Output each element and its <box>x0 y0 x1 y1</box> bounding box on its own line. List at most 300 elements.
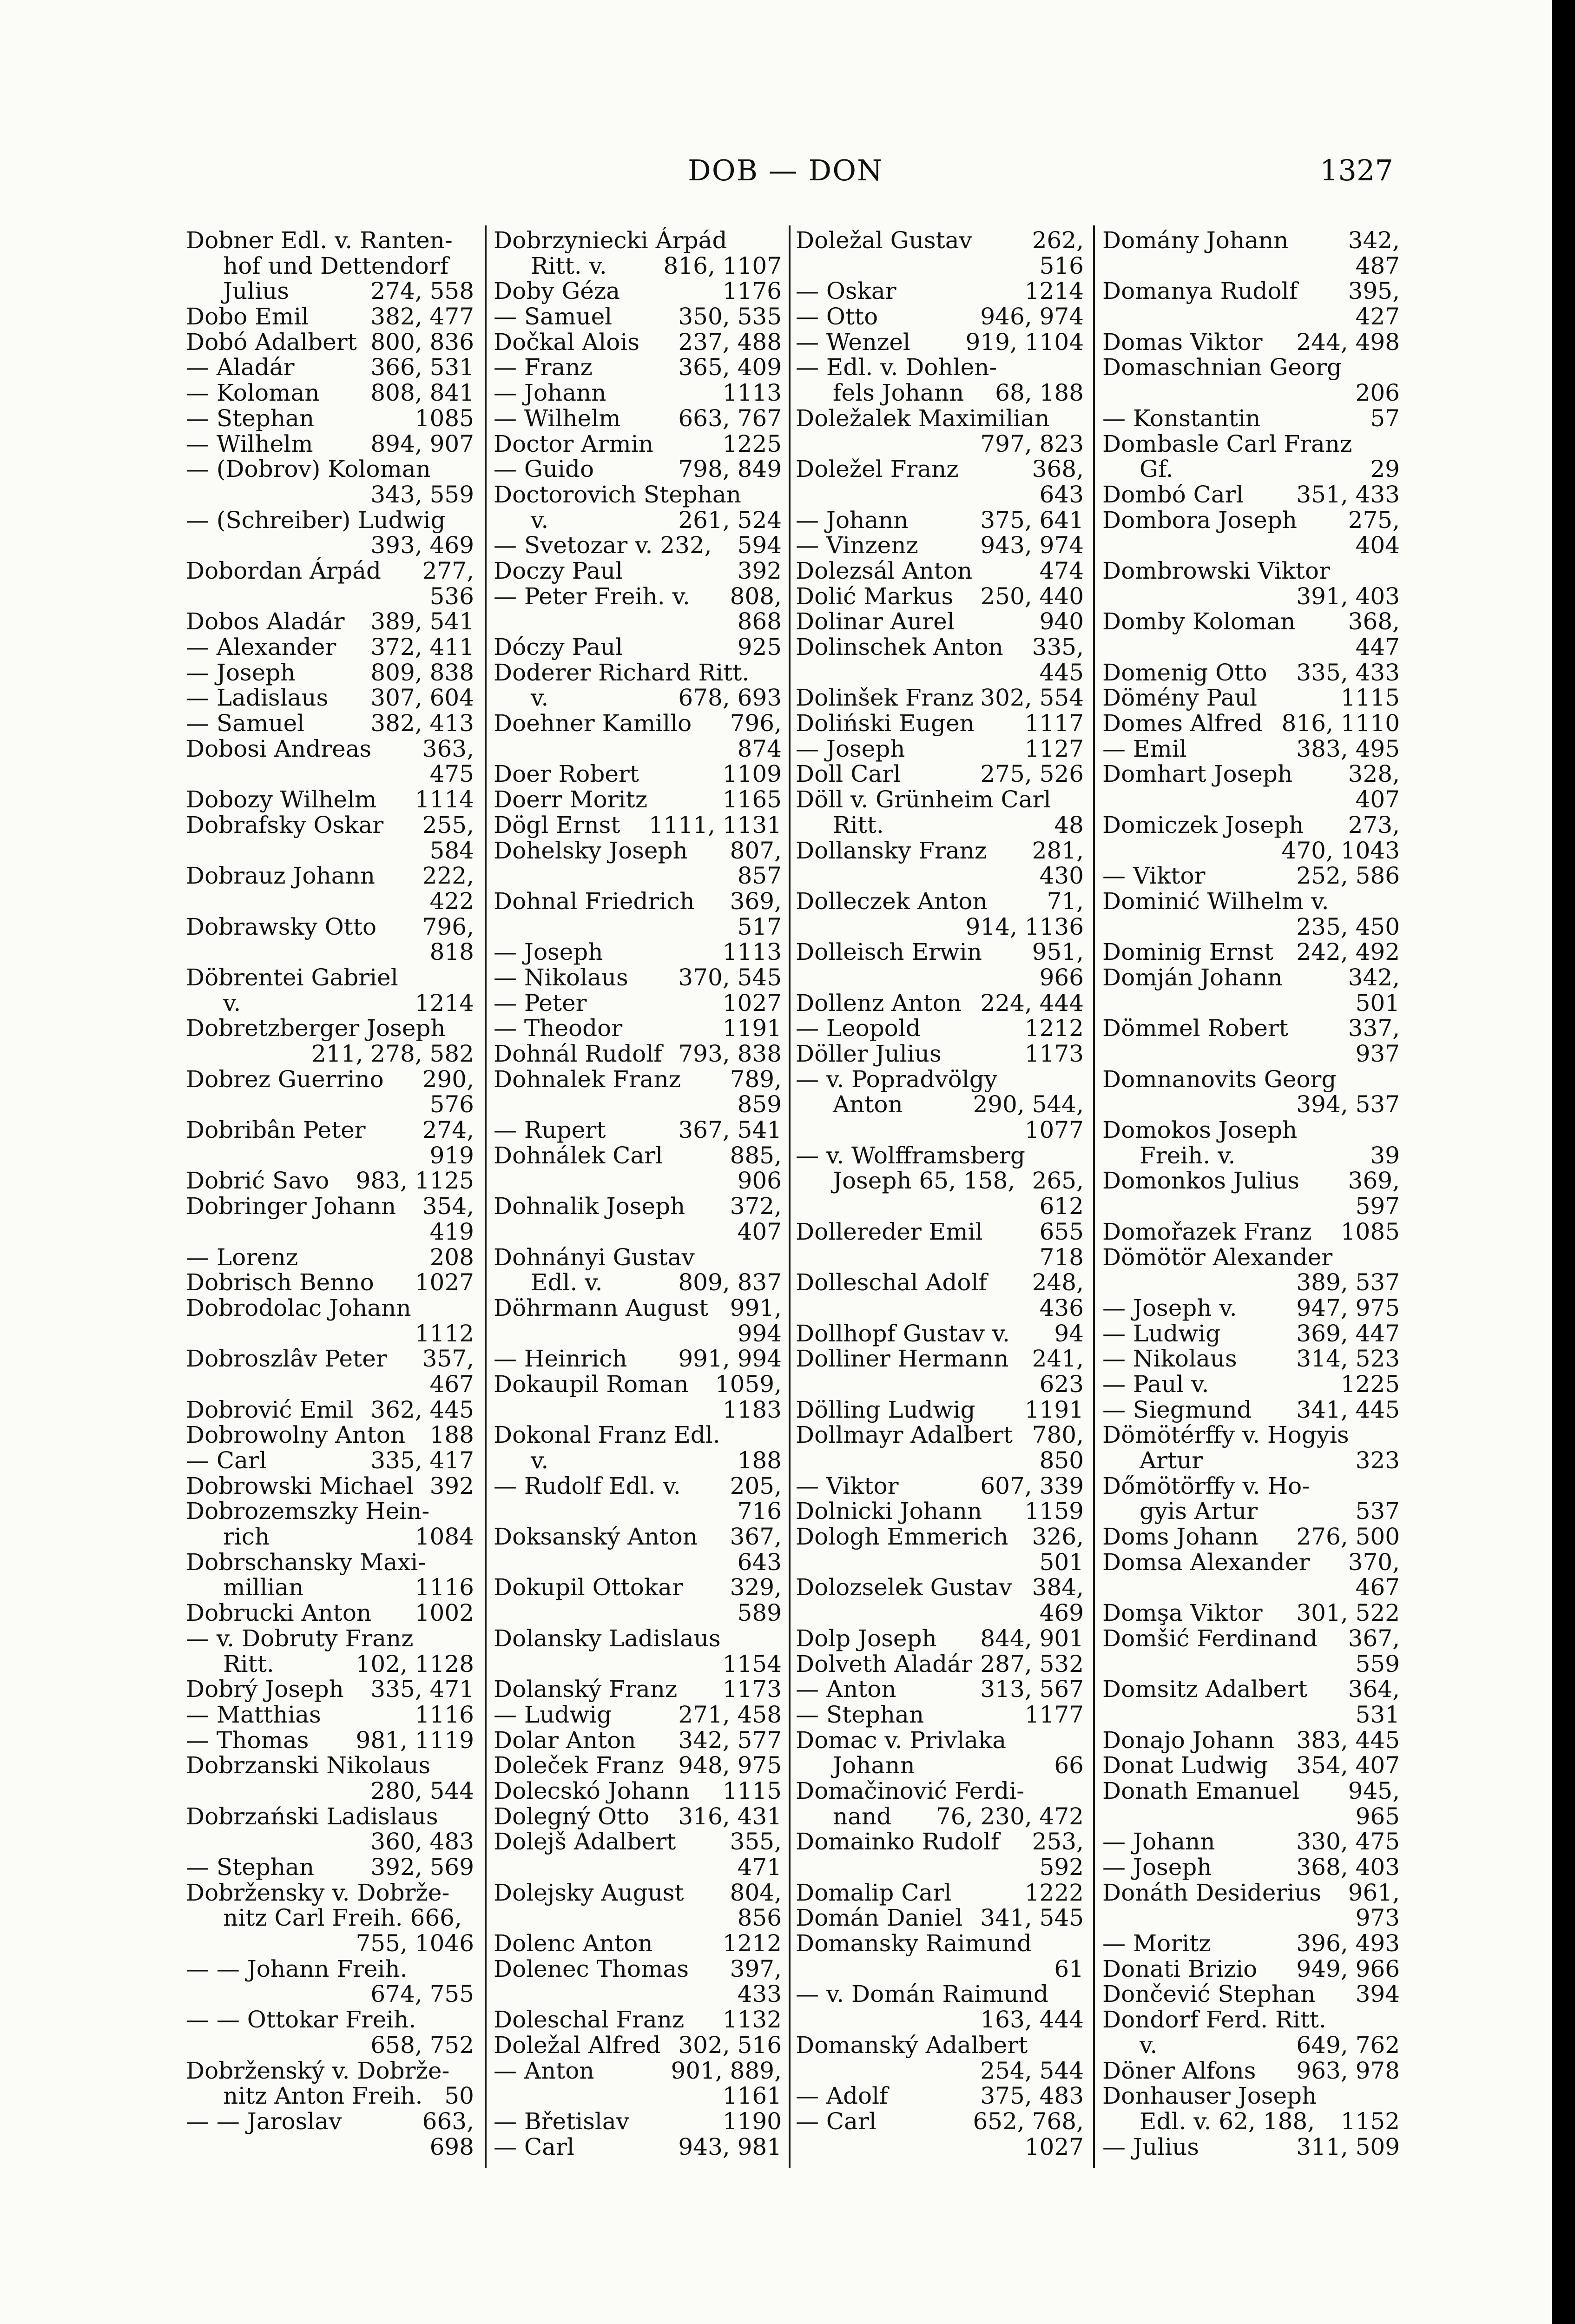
entry-pages: 357, <box>422 1345 474 1373</box>
index-line <box>186 431 474 457</box>
entry-pages: 364, <box>1348 1676 1400 1703</box>
entry-name: Dollereder Emil <box>796 1218 983 1245</box>
entry-pages: 1027 <box>415 1269 474 1296</box>
index-line <box>1102 1880 1400 1906</box>
entry-name: — (Dobrov) Koloman <box>186 456 431 483</box>
entry-pages: 311, 509 <box>1296 2133 1400 2160</box>
entry-pages: 265, <box>1032 1167 1084 1195</box>
index-line <box>1102 787 1400 812</box>
index-line <box>494 1956 782 1982</box>
entry-name: Dombasle Carl Franz <box>1102 430 1352 457</box>
entry-pages <box>448 253 474 279</box>
entry-pages: 1117 <box>1024 710 1084 737</box>
entry-pages <box>1332 1245 1400 1270</box>
entry-pages: 301, 522 <box>1296 1599 1400 1627</box>
entry-pages: 382, 477 <box>370 303 474 330</box>
entry-name: — Rupert <box>494 1116 606 1144</box>
entry-name: Domas Viktor <box>1102 328 1263 356</box>
entry-pages: 991, <box>730 1294 782 1321</box>
index-line <box>1102 990 1400 1016</box>
entry-name: nand <box>833 1802 892 1830</box>
index-line <box>1102 939 1400 965</box>
index-line <box>494 355 782 380</box>
index-line <box>186 1168 474 1194</box>
entry-pages: 816, 1107 <box>663 252 782 279</box>
entry-name: — Nikolaus <box>494 964 628 991</box>
index-line <box>186 1753 474 1778</box>
entry-name: Dolenec Thomas <box>494 1955 689 1982</box>
index-line <box>796 1753 1084 1778</box>
entry-name: — Carl <box>796 2107 876 2135</box>
entry-name: Dolleisch Erwin <box>796 938 982 966</box>
entry-pages <box>449 1880 474 1906</box>
entry-pages: 365, 409 <box>678 354 782 381</box>
index-line <box>494 609 782 634</box>
index-line <box>796 1473 1084 1499</box>
index-line <box>1102 508 1400 533</box>
entry-name: Dominig Ernst <box>1102 938 1274 966</box>
entry-pages: 487 <box>1355 252 1400 279</box>
entry-pages: 323 <box>1355 1447 1400 1474</box>
entry-name: Dobrauz Johann <box>186 862 375 890</box>
entry-pages <box>1051 787 1084 812</box>
index-line <box>796 380 1084 406</box>
entry-name: — Ludwig <box>1102 1320 1221 1347</box>
column-rule <box>789 225 791 2168</box>
entry-pages: 313, 567 <box>980 1676 1084 1703</box>
entry-pages <box>720 1422 782 1448</box>
entry-pages: 50 <box>444 2082 474 2110</box>
entry-pages: 290, <box>422 1065 474 1093</box>
index-line <box>494 330 782 355</box>
index-line <box>186 1245 474 1270</box>
entry-pages: 342, <box>1348 964 1400 991</box>
entry-pages: 368, <box>1348 608 1400 635</box>
entry-name: Dočkal Alois <box>494 328 640 356</box>
entry-pages <box>438 1804 474 1829</box>
entry-pages: 940 <box>1039 608 1084 635</box>
entry-pages <box>1024 1778 1084 1804</box>
index-line <box>494 584 782 609</box>
entry-name: — Stephan <box>186 1854 315 1881</box>
index-line <box>796 278 1084 304</box>
column-rule <box>485 225 487 2168</box>
index-line <box>494 1270 782 1295</box>
entry-pages: 469 <box>1039 1599 1084 1627</box>
entry-name: Dobrović Emil <box>186 1396 354 1423</box>
index-line <box>1102 1677 1400 1702</box>
entry-name: Donajo Johann <box>1102 1726 1275 1754</box>
entry-pages: 1115 <box>722 1777 782 1804</box>
entry-name: — Joseph <box>186 659 296 686</box>
index-line <box>796 812 1084 838</box>
entry-pages: 874 <box>737 735 782 762</box>
entry-pages: 755, 1046 <box>356 1930 474 1957</box>
index-line <box>1102 1473 1400 1499</box>
index-line <box>494 939 782 965</box>
entry-name: Donhauser Joseph <box>1102 2082 1317 2110</box>
entry-name: — Oskar <box>796 277 896 305</box>
entry-name: Dolinar Aurel <box>796 608 955 635</box>
entry-name: — Stephan <box>186 404 315 432</box>
entry-name: Edl. v. 62, 188, <box>1140 2107 1315 2135</box>
entry-name: Doležal Alfred <box>494 2031 661 2059</box>
entry-pages: 335, 433 <box>1296 659 1400 686</box>
entry-pages: 501 <box>1355 989 1400 1017</box>
index-line <box>1102 304 1400 330</box>
entry-name: — Alexander <box>186 634 336 660</box>
entry-pages: 961, <box>1348 1879 1400 1906</box>
entry-name: Domby Koloman <box>1102 608 1296 635</box>
entry-name: Dobrowski Michael <box>186 1472 414 1499</box>
entry-pages: 394 <box>1355 1981 1400 2008</box>
index-line <box>494 2033 782 2058</box>
entry-name: — Heinrich <box>494 1345 627 1373</box>
entry-name: — Emil <box>1102 735 1187 762</box>
entry-pages <box>749 660 782 686</box>
entry-name: Dohnálek Carl <box>494 1142 663 1169</box>
entry-name: Dobordan Árpád <box>186 557 381 584</box>
entry-pages: 261, 524 <box>678 506 782 534</box>
index-line <box>1102 355 1400 380</box>
entry-name: — Guido <box>494 456 594 483</box>
entry-name: — Joseph <box>796 735 905 762</box>
entry-pages: 517 <box>737 913 782 940</box>
entry-pages: 1183 <box>722 1396 782 1423</box>
index-line <box>796 1245 1084 1270</box>
index-line <box>186 1117 474 1143</box>
entry-pages: 798, 849 <box>678 456 782 483</box>
index-line <box>1102 2007 1400 2033</box>
entry-name: Donath Emanuel <box>1102 1777 1300 1804</box>
index-line <box>1102 558 1400 584</box>
entry-pages: 274, <box>422 1116 474 1144</box>
entry-name: Dobo Emil <box>186 303 309 330</box>
index-line <box>186 1600 474 1626</box>
index-line <box>186 228 474 253</box>
entry-name: — — Jaroslav <box>186 2107 342 2135</box>
entry-pages <box>741 482 782 508</box>
index-line <box>494 711 782 736</box>
entry-pages: 68, 188 <box>995 379 1084 407</box>
index-line <box>494 889 782 914</box>
index-line <box>1102 761 1400 787</box>
entry-pages: 1191 <box>722 1015 782 1042</box>
index-line <box>1102 1321 1400 1347</box>
entry-pages: 1222 <box>1024 1879 1084 1906</box>
index-line <box>796 685 1084 711</box>
entry-name: Domainko Rudolf <box>796 1828 1000 1855</box>
running-head: DOB — DON <box>688 153 883 187</box>
entry-pages <box>416 2007 474 2033</box>
entry-name: Dömény Paul <box>1102 684 1257 712</box>
entry-name: Doer Robert <box>494 760 639 788</box>
entry-pages <box>1032 1931 1084 1956</box>
entry-pages: 807, <box>730 837 782 864</box>
index-line <box>494 1473 782 1499</box>
index-line <box>494 1575 782 1600</box>
index-line <box>796 1702 1084 1728</box>
entry-name: Dobribân Peter <box>186 1116 366 1144</box>
entry-name: Dolecskó Johann <box>494 1777 690 1804</box>
index-line <box>1102 1346 1400 1372</box>
index-line <box>1102 634 1400 660</box>
entry-name: Dobrý Joseph <box>186 1676 344 1703</box>
entry-pages: 404 <box>1355 532 1400 559</box>
entry-name: Domořazek Franz <box>1102 1218 1312 1245</box>
entry-name: Domşa Viktor <box>1102 1599 1263 1627</box>
entry-pages: 501 <box>1039 1548 1084 1576</box>
entry-pages: 983, 1125 <box>356 1167 474 1195</box>
entry-pages: 211, 278, 582 <box>311 1040 474 1067</box>
entry-name: Döll v. Grünheim Carl <box>796 786 1051 813</box>
entry-pages <box>1317 2083 1400 2109</box>
entry-pages <box>431 456 474 482</box>
entry-name: Domanský Adalbert <box>796 2031 1028 2059</box>
index-line <box>494 2083 782 2109</box>
entry-pages: 1225 <box>722 430 782 457</box>
index-line <box>494 1728 782 1753</box>
entry-pages: 947, 975 <box>1296 1294 1400 1321</box>
index-line <box>1102 482 1400 508</box>
entry-name: gyis Artur <box>1140 1498 1258 1525</box>
entry-name: Dokaupil Roman <box>494 1370 689 1398</box>
entry-pages: 856 <box>737 1904 782 1932</box>
entry-pages: 392, 569 <box>370 1854 474 1881</box>
entry-name: — v. Domán Raimund <box>796 1981 1048 2008</box>
entry-name: — Anton <box>796 1676 896 1703</box>
entry-name: Doleček Franz <box>494 1752 664 1779</box>
index-line <box>494 1651 782 1677</box>
entry-name: Doležalek Maximilian <box>796 404 1050 432</box>
index-line <box>186 482 474 508</box>
entry-pages: 395, <box>1348 277 1400 305</box>
entry-pages: 816, 1110 <box>1281 710 1400 737</box>
index-line <box>186 990 474 1016</box>
entry-name: Dölling Ludwig <box>796 1396 975 1423</box>
entry-pages <box>1329 889 1400 914</box>
entry-pages: 188 <box>429 1421 474 1449</box>
index-line <box>494 1677 782 1702</box>
index-line <box>1102 1194 1400 1219</box>
entry-name: v. <box>223 989 241 1017</box>
entry-name: — Rudolf Edl. v. <box>494 1472 681 1499</box>
entry-pages: 433 <box>737 1981 782 2008</box>
entry-pages: 329, <box>730 1574 782 1601</box>
entry-name: — Anton <box>494 2057 594 2084</box>
entry-pages <box>398 965 474 990</box>
entry-name: Dolleschal Adolf <box>796 1269 988 1296</box>
entry-name: — Adolf <box>796 2082 888 2110</box>
entry-name: Dolejš Adalbert <box>494 1828 676 1855</box>
index-line <box>796 838 1084 864</box>
entry-name: Dobrucki Anton <box>186 1599 372 1627</box>
entry-name: — Carl <box>494 2133 574 2160</box>
entry-pages <box>1025 1143 1084 1169</box>
index-line <box>796 1092 1084 1117</box>
entry-pages: 1059, <box>715 1370 782 1398</box>
entry-pages: 389, 537 <box>1296 1269 1400 1296</box>
entry-pages: 205, <box>730 1472 782 1499</box>
entry-pages: 277, <box>422 557 474 584</box>
index-line <box>494 1092 782 1117</box>
index-line <box>186 1956 474 1982</box>
entry-name: Domján Johann <box>1102 964 1283 991</box>
entry-pages: 252, 586 <box>1296 862 1400 890</box>
index-line <box>494 1448 782 1473</box>
entry-pages: 1161 <box>722 2082 782 2110</box>
entry-pages: 885, <box>730 1142 782 1169</box>
index-line <box>186 1981 474 2007</box>
entry-pages: 965 <box>1355 1802 1400 1830</box>
entry-pages: 716 <box>737 1498 782 1525</box>
entry-pages: 237, 488 <box>678 328 782 356</box>
entry-name: Dolezsál Anton <box>796 557 973 584</box>
entry-pages: 430 <box>1039 862 1084 890</box>
index-line <box>796 228 1084 253</box>
index-line <box>796 2109 1084 2134</box>
entry-name: Dobrez Guerrino <box>186 1065 384 1093</box>
entry-pages: 981, 1119 <box>356 1726 474 1754</box>
entry-name: — Nikolaus <box>1102 1345 1237 1373</box>
index-line <box>494 990 782 1016</box>
index-line <box>796 1600 1084 1626</box>
entry-name: Dobos Aladár <box>186 608 345 635</box>
entry-pages: 71, <box>1047 887 1084 915</box>
index-line <box>186 1219 474 1245</box>
entry-pages: 919, 1104 <box>965 328 1084 356</box>
index-line <box>796 1067 1084 1092</box>
index-line <box>1102 1829 1400 1855</box>
index-line <box>186 456 474 482</box>
index-line <box>494 1778 782 1804</box>
entry-pages: 314, 523 <box>1296 1345 1400 1373</box>
entry-pages <box>997 355 1084 380</box>
index-line <box>796 1321 1084 1347</box>
index-line <box>494 1626 782 1651</box>
index-column-2 <box>494 228 782 2159</box>
index-line <box>186 1270 474 1295</box>
index-line <box>796 1372 1084 1397</box>
entry-name: Artur <box>1140 1447 1203 1474</box>
index-line <box>186 1422 474 1448</box>
entry-pages: 383, 445 <box>1296 1726 1400 1754</box>
index-line <box>494 1041 782 1067</box>
entry-pages: 447 <box>1355 634 1400 660</box>
entry-pages: 343, 559 <box>370 481 474 508</box>
entry-pages <box>1352 431 1400 457</box>
index-line <box>796 584 1084 609</box>
entry-name: Dóczy Paul <box>494 634 623 660</box>
entry-pages: 655 <box>1039 1218 1084 1245</box>
entry-pages: 372, 411 <box>370 634 474 660</box>
entry-name: Dondorf Ferd. Ritt. <box>1102 2006 1326 2034</box>
entry-name: Dőmötörffy v. Ho- <box>1102 1472 1310 1499</box>
entry-pages: 793, 838 <box>678 1040 782 1067</box>
index-line <box>494 761 782 787</box>
entry-pages: 302, 516 <box>678 2031 782 2059</box>
entry-pages: 367, <box>730 1523 782 1551</box>
index-line <box>186 1728 474 1753</box>
entry-pages: 963, 978 <box>1296 2057 1400 2084</box>
index-line <box>1102 1092 1400 1117</box>
entry-pages: 607, 339 <box>980 1472 1084 1499</box>
index-line <box>186 1702 474 1728</box>
index-line <box>1102 838 1400 864</box>
entry-pages: 393, 469 <box>370 532 474 559</box>
entry-name: Dohnalik Joseph <box>494 1193 685 1220</box>
index-line <box>494 2058 782 2084</box>
entry-pages: 341, 445 <box>1296 1396 1400 1423</box>
index-line <box>796 1295 1084 1321</box>
entry-pages: 1115 <box>1340 684 1400 712</box>
entry-name: — Johann <box>494 379 606 407</box>
index-line <box>796 609 1084 634</box>
index-line <box>796 508 1084 533</box>
index-line <box>1102 1270 1400 1295</box>
index-line <box>186 1677 474 1702</box>
entry-name: Doležal Gustav <box>796 227 972 254</box>
entry-pages: 612 <box>1039 1193 1084 1220</box>
index-line <box>796 1931 1084 1956</box>
entry-name: Domšić Ferdinand <box>1102 1624 1318 1652</box>
entry-name: Domalip Carl <box>796 1879 952 1906</box>
entry-pages: 369, <box>730 887 782 915</box>
index-line <box>796 1041 1084 1067</box>
entry-pages: 342, <box>1348 227 1400 254</box>
index-line <box>1102 330 1400 355</box>
index-line <box>494 1067 782 1092</box>
entry-pages: 271, 458 <box>678 1701 782 1728</box>
index-line <box>186 1804 474 1829</box>
entry-pages: 576 <box>429 1091 474 1118</box>
index-line <box>186 2007 474 2033</box>
entry-pages: 808, <box>730 582 782 610</box>
index-line <box>186 1016 474 1041</box>
entry-name: Edl. v. <box>531 1269 603 1296</box>
entry-pages: 1113 <box>722 379 782 407</box>
entry-pages: 1127 <box>1024 735 1084 762</box>
index-line <box>494 914 782 940</box>
entry-pages: 1109 <box>722 760 782 788</box>
entry-name: — Franz <box>494 354 593 381</box>
index-line <box>186 1041 474 1067</box>
index-line <box>796 660 1084 686</box>
entry-pages: 474 <box>1039 557 1084 584</box>
index-line <box>796 1346 1084 1372</box>
entry-name: Dončević Stephan <box>1102 1981 1316 2008</box>
entry-pages <box>413 1626 474 1651</box>
entry-name: Domsa Alexander <box>1102 1548 1310 1576</box>
index-line <box>186 1575 474 1600</box>
entry-pages: 663, <box>422 2107 474 2135</box>
index-line <box>796 939 1084 965</box>
index-line <box>186 812 474 838</box>
entry-pages: 467 <box>1355 1574 1400 1601</box>
index-line <box>1102 1956 1400 1982</box>
entry-name: Doliński Eugen <box>796 710 975 737</box>
entry-name: hof und Dettendorf <box>223 252 449 279</box>
index-line <box>1102 1168 1400 1194</box>
entry-name: nitz Carl Freih. 666, <box>223 1904 462 1932</box>
entry-name: nitz Anton Freih. <box>223 2082 423 2110</box>
entry-name: Dögl Ernst <box>494 811 620 838</box>
entry-name: Dombó Carl <box>1102 481 1244 508</box>
entry-name: Ritt. v. <box>531 252 607 279</box>
entry-pages: 643 <box>737 1548 782 1576</box>
entry-pages: 698 <box>429 2133 474 2160</box>
entry-name: — Joseph v. <box>1102 1294 1237 1321</box>
